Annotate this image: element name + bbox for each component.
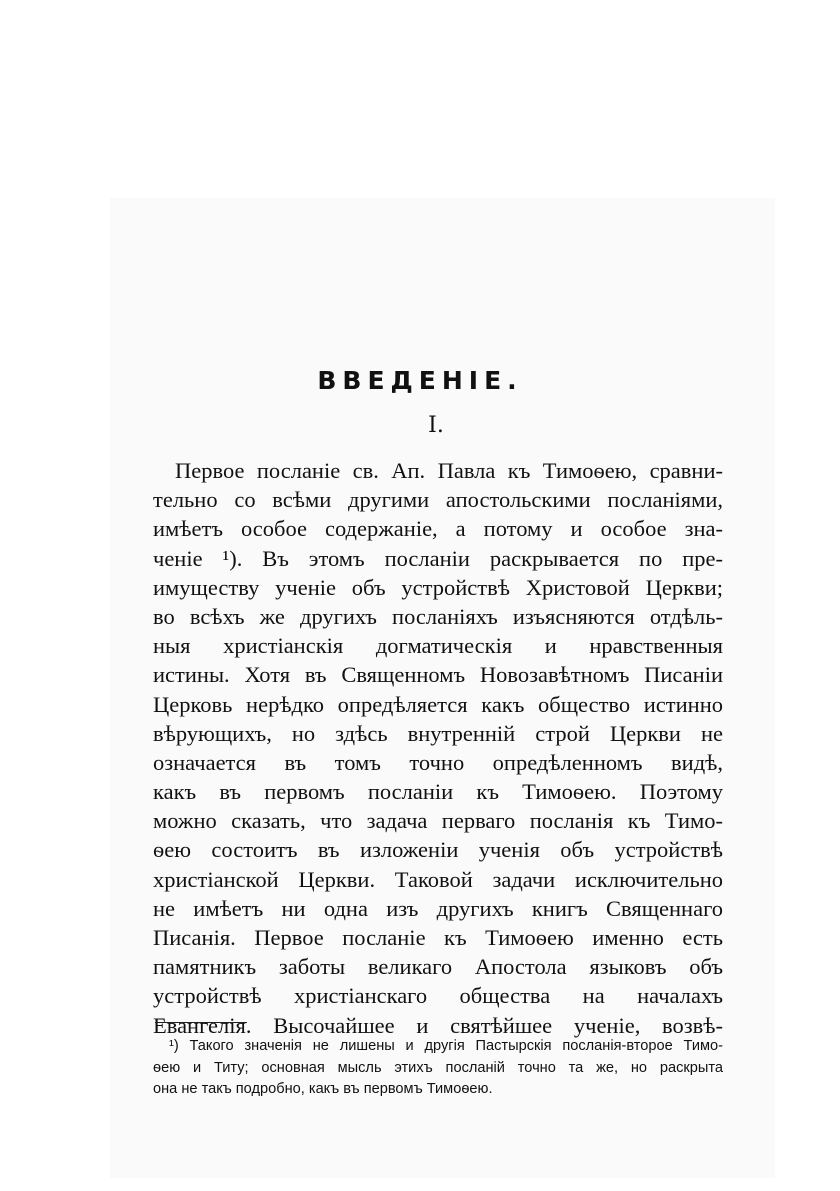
text-line: во всѣхъ же другихъ посланіяхъ изъясняются отдѣль- <box>153 603 723 629</box>
footnote <box>153 1036 723 1101</box>
text-line: имуществу ученіе объ устройствѣ Христовой Церкви; <box>153 574 723 600</box>
section-number: I. <box>428 413 444 438</box>
text-line: Первое посланіе св. Ап. Павла къ Тимоѳею, сравни- <box>175 458 723 483</box>
text-line: вѣрующихъ, но здѣсь внутренній строй Церкви не <box>153 720 723 746</box>
footnote-divider <box>155 1022 247 1023</box>
text-line: не имѣетъ ни одна изъ другихъ книгъ Священнаго <box>153 895 723 921</box>
footnote-line: ѳею и Титу; основная мысль этихъ посланій точно та же, но раскрыта <box>153 1059 723 1076</box>
text-line: имѣетъ особое содержаніе, а потому и особое зна- <box>153 516 723 542</box>
text-line: какъ въ первомъ посланіи къ Тимоѳею. Поэтому <box>153 779 723 805</box>
text-line: можно сказать, что задача перваго посланія къ Тимо- <box>153 808 723 834</box>
chapter-heading: ВВЕДЕНІЕ. <box>317 366 523 395</box>
text-line: тельно со всѣми другими апостольскими посланіями, <box>153 487 723 513</box>
text-line: христіанской Церкви. Таковой задачи исключительно <box>153 866 723 892</box>
text-line: ныя христіанскія догматическія и нравственныя <box>153 633 723 659</box>
text-line: Евангелія. Высочайшее и святѣйшее ученіе, возвѣ- <box>153 1012 723 1038</box>
text-line: памятникъ заботы великаго Апостола языковъ объ <box>153 954 723 980</box>
text-line: истины. Хотя въ Священномъ Новозавѣтномъ Писаніи <box>153 662 723 688</box>
text-line: Церковь нерѣдко опредѣляется какъ общество истинно <box>153 691 723 717</box>
text-line: Писанія. Первое посланіе къ Тимоѳею именно есть <box>153 925 723 950</box>
footnote-line: она не такъ подробно, какъ въ первомъ Тимоѳею. <box>153 1081 493 1097</box>
footnote-line: ¹) Такого значенія не лишены и другія Пастырскія посланія-второе Тимо- <box>169 1038 723 1054</box>
text-line: ченіе ¹). Въ этомъ посланіи раскрывается по пре- <box>153 545 723 571</box>
text-line: ѳею состоитъ въ изложеніи ученія объ устройствѣ <box>153 837 723 863</box>
body-text <box>153 456 723 1040</box>
text-line: означается въ томъ точно опредѣленномъ видѣ, <box>153 749 723 775</box>
text-line: устройствѣ христіанскаго общества на началахъ <box>153 983 723 1009</box>
